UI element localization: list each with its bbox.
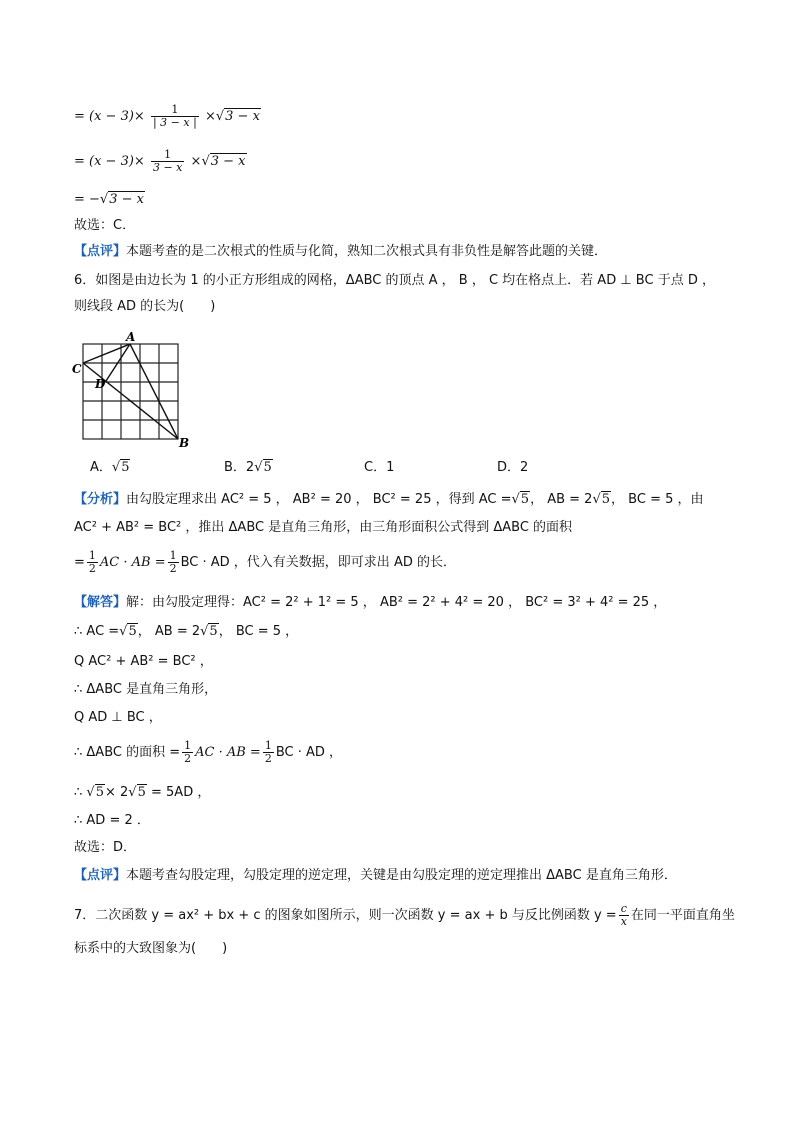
square-root: √5 <box>511 492 530 507</box>
square-root: √5 <box>200 624 218 639</box>
square-root: √3 − x <box>201 154 246 169</box>
analysis-line-2: AC² + AB² = BC² ，推出 ΔABC 是直角三角形，由三角形面积公式得到 ΔABC 的面积 <box>74 520 573 535</box>
label-d: D <box>95 377 106 391</box>
square-root: √5 <box>119 624 137 639</box>
question-6-line-1: 6．如图是由边长为 1 的小正方形组成的网格，ΔABC 的顶点 A ， B ， C 均在格点上．若 AD ⊥ BC 于点 D ， <box>74 273 715 288</box>
grid-triangle-figure <box>70 330 200 450</box>
solution-line-2: ∴ AC =√5， AB = 2√5， BC = 5 ， <box>74 622 298 642</box>
label-c: C <box>72 362 82 376</box>
question-6-line-2: 则线段 AD 的长为( ) <box>74 299 216 314</box>
review-q6: 【点评】本题考查勾股定理，勾股定理的逆定理，关键是由勾股定理的逆定理推出 ΔABC 是直角三角形． <box>74 868 677 883</box>
review-q5: 【点评】本题考查的是二次根式的性质与化简，熟知二次根式具有非负性是解答此题的关键． <box>74 244 608 259</box>
label-b: B <box>179 436 190 450</box>
square-root: √5 <box>111 460 130 475</box>
simplify-step-3: = −√3 − x <box>74 190 145 210</box>
option-b[interactable]: B．2√5 <box>224 458 273 478</box>
square-root: √5 <box>592 492 611 507</box>
simplify-step-1: = (x − 3)× $\frac{1}{| 3 - x |}$ ×√3 − x <box>74 103 260 129</box>
question-7-line-1: 7．二次函数 y = ax² + bx + c 的图象如图所示，则一次函数 y = ax + b 与反比例函数 y = $\frac{c}{x}$ 在同一平面直角坐 <box>74 902 735 928</box>
answer-q5: 故选：C． <box>74 218 136 233</box>
fraction-one-half: $\frac{1}{2}$ <box>169 549 177 575</box>
simplify-step-2: = (x − 3)× $\frac{1}{3 - x}$ ×√3 − x <box>74 148 246 174</box>
square-root: √3 − x <box>215 109 260 124</box>
solution-line-7: ∴ √5× 2√5 = 5AD ， <box>74 783 210 803</box>
analysis-line-1: 【分析】由勾股定理求出 AC² = 5 ， AB² = 20 ， BC² = 25 ，得到 AC =√5， AB = 2√5， BC = 5 ，由 <box>74 490 704 510</box>
solution-line-4: ∴ ΔABC 是直角三角形， <box>74 682 218 697</box>
fraction-one-half: $\frac{1}{2}$ <box>88 549 96 575</box>
square-root: √3 − x <box>99 192 144 207</box>
answer-q6: 故选：D． <box>74 840 137 855</box>
fraction: $\frac{1}{| 3 - x |}$ <box>152 103 197 129</box>
square-root: √5 <box>86 785 104 800</box>
solution-line-1: 【解答】解：由勾股定理得：AC² = 2² + 1² = 5 ， AB² = 2² + 4² = 20 ， BC² = 3² + 4² = 25 ， <box>74 595 667 610</box>
square-root: √5 <box>254 460 272 475</box>
triangle-abc <box>83 344 178 439</box>
fraction-c-over-x: $\frac{c}{x}$ <box>620 902 627 928</box>
option-d[interactable]: D．2 <box>497 460 529 475</box>
solution-line-8: ∴ AD = 2 ． <box>74 813 150 828</box>
option-a[interactable]: A．√5 <box>90 458 130 478</box>
fraction: $\frac{1}{3 - x}$ <box>152 148 183 174</box>
fraction-one-half: $\frac{1}{2}$ <box>184 739 192 765</box>
option-c[interactable]: C．1 <box>364 460 395 475</box>
solution-line-3: Q AC² + AB² = BC² ， <box>74 654 213 669</box>
label-a: A <box>126 330 136 344</box>
solution-line-6: ∴ ΔABC 的面积 = $\frac{1}{2}$ AC · AB = $\frac{1}{2}$ BC · AD ， <box>74 739 343 765</box>
analysis-line-3: = $\frac{1}{2}$ AC · AB = $\frac{1}{2}$ BC · AD ，代入有关数据，即可求出 AD 的长． <box>74 549 456 575</box>
fraction-one-half: $\frac{1}{2}$ <box>264 739 272 765</box>
square-root: √5 <box>128 785 146 800</box>
grid <box>83 344 178 439</box>
solution-line-5: Q AD ⊥ BC ， <box>74 710 162 725</box>
question-7-line-2: 标系中的大致图象为( ) <box>74 941 228 956</box>
